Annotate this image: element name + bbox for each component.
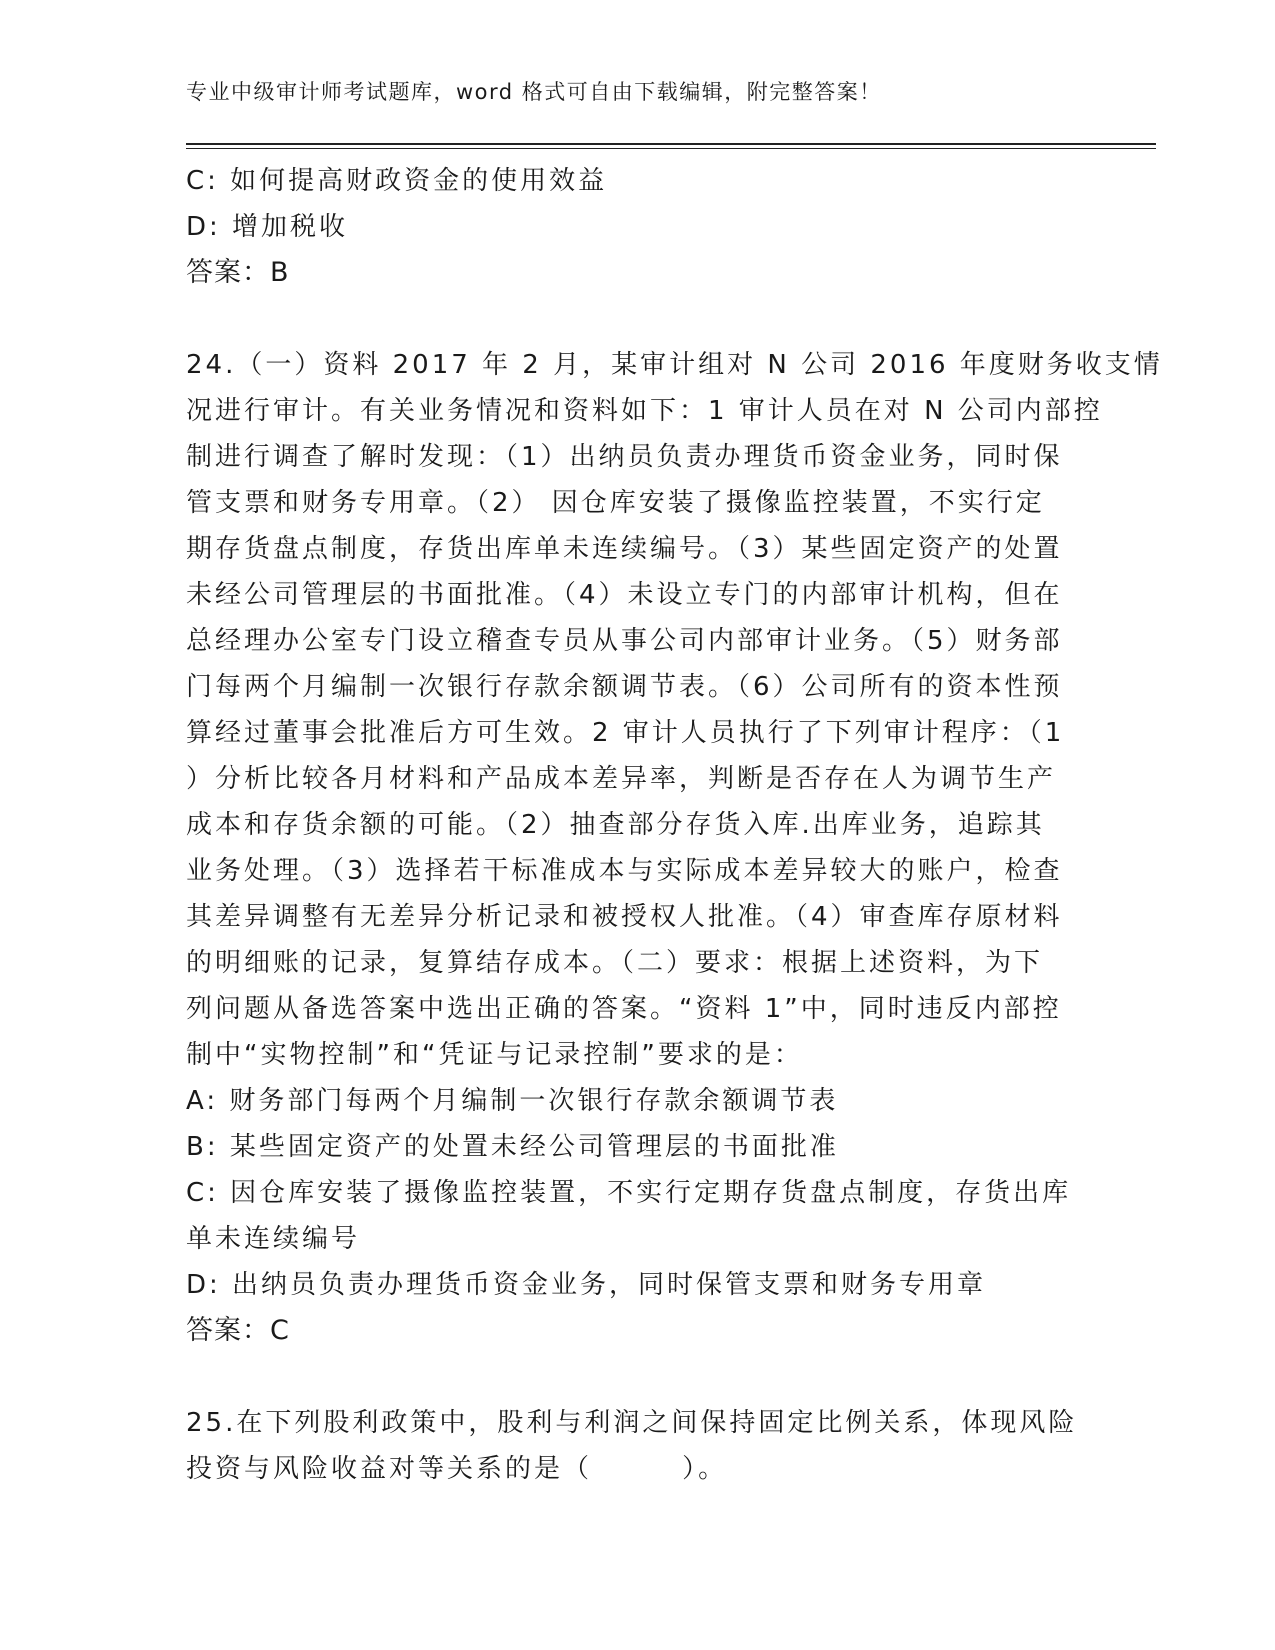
page-header: 专业中级审计师考试题库，word 格式可自由下载编辑，附完整答案！ — [186, 80, 882, 104]
question-text-line: 投资与风险收益对等关系的是（ ）。 — [186, 1454, 728, 1484]
document-body — [186, 158, 1163, 1492]
question-text-line: 24.（一）资料 2017 年 2 月，某审计组对 N 公司 2016 年度财务收支情 — [186, 350, 1163, 380]
question-text-line: 业务处理。（3）选择若干标准成本与实际成本差异较大的账户，检查 — [186, 856, 1063, 886]
previous-question-tail — [186, 158, 1086, 296]
question-text-line: 制中“实物控制”和“凭证与记录控制”要求的是： — [186, 1040, 803, 1070]
answer-line: 答案：B — [186, 257, 290, 288]
question-text-line: 总经理办公室专门设立稽查专员从事公司内部审计业务。（5）财务部 — [186, 626, 1063, 656]
option-c: C: 如何提高财政资金的使用效益 — [186, 166, 608, 196]
option-d: D: 增加税收 — [186, 212, 349, 242]
question-text-line: 25.在下列股利政策中，股利与利润之间保持固定比例关系，体现风险 — [186, 1408, 1078, 1438]
question-text-line: 列问题从备选答案中选出正确的答案。“资料 1”中，同时违反内部控 — [186, 994, 1062, 1024]
question-text-line: 况进行审计。有关业务情况和资料如下：1 审计人员在对 N 公司内部控 — [186, 396, 1103, 426]
question-text-line: 成本和存货余额的可能。（2）抽查部分存货入库.出库业务，追踪其 — [186, 810, 1045, 840]
option-b: B: 某些固定资产的处置未经公司管理层的书面批准 — [186, 1132, 839, 1162]
question-text-line: 其差异调整有无差异分析记录和被授权人批准。（4）审查库存原材料 — [186, 902, 1063, 932]
question-24 — [186, 342, 1163, 1354]
header-divider — [186, 143, 1156, 149]
question-text-line: 未经公司管理层的书面批准。（4）未设立专门的内部审计机构，但在 — [186, 580, 1063, 610]
question-text-line: 的明细账的记录，复算结存成本。（二）要求：根据上述资料，为下 — [186, 948, 1044, 978]
option-c-continued: 单未连续编号 — [186, 1224, 361, 1254]
question-text-line: 门每两个月编制一次银行存款余额调节表。（6）公司所有的资本性预 — [186, 672, 1063, 702]
question-text-line: 算经过董事会批准后方可生效。2 审计人员执行了下列审计程序：（1 — [186, 718, 1065, 748]
question-text-line: ）分析比较各月材料和产品成本差异率，判断是否存在人为调节生产 — [186, 764, 1057, 794]
option-a: A: 财务部门每两个月编制一次银行存款余额调节表 — [186, 1086, 839, 1116]
question-25 — [186, 1400, 1086, 1492]
question-text-line: 管支票和财务专用章。（2） 因仓库安装了摄像监控装置，不实行定 — [186, 488, 1045, 518]
question-text-line: 期存货盘点制度，存货出库单未连续编号。（3）某些固定资产的处置 — [186, 534, 1063, 564]
option-d: D: 出纳员负责办理货币资金业务，同时保管支票和财务专用章 — [186, 1270, 987, 1300]
answer-line: 答案：C — [186, 1315, 290, 1346]
option-c: C: 因仓库安装了摄像监控装置，不实行定期存货盘点制度，存货出库 — [186, 1178, 1072, 1208]
question-text-line: 制进行调查了解时发现：（1）出纳员负责办理货币资金业务，同时保 — [186, 442, 1063, 472]
